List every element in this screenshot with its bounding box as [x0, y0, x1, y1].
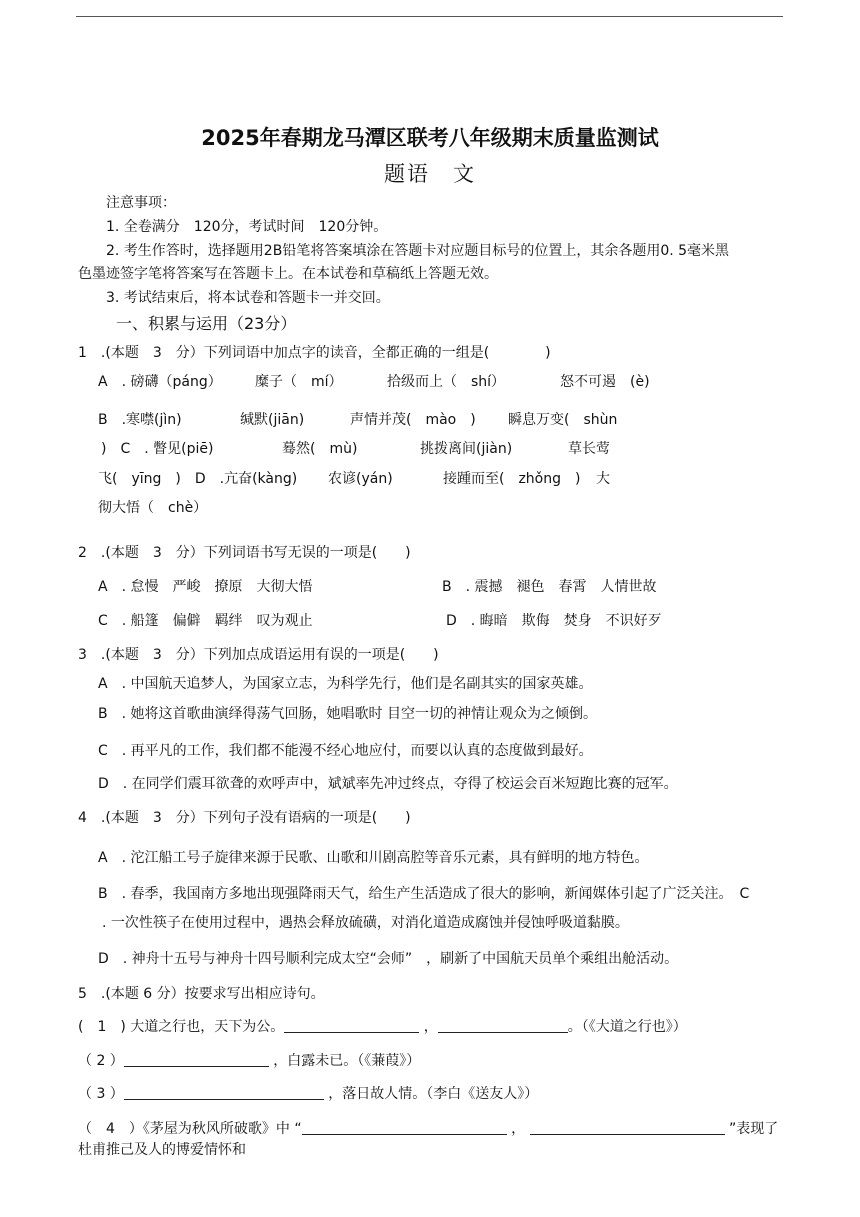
q5-line-4-end: ”表现了 [728, 1121, 779, 1137]
q1-a-3: 拾级而上（ shí） [387, 374, 506, 390]
notes-heading: 注意事项： [106, 195, 176, 211]
q2-option-c: C . 船篷 偏僻 羁绊 叹为观止 [98, 613, 313, 629]
q5-line-4-comma: ， [511, 1121, 526, 1137]
section-heading: 一、积累与运用（23分） [116, 314, 297, 333]
note-2-line-2: 色墨迹签字笔将答案写在答题卡上。在本试卷和草稿纸上答题无效。 [78, 266, 498, 282]
q1-a-2: 糜子（ mí） [255, 374, 343, 390]
q3-option-c: C . 再平凡的工作，我们都不能漫不经心地应付，而要以认真的态度做到最好。 [98, 743, 593, 759]
q4-stem: 4 .(本题 3 分）下列句子没有语病的一项是( ) [78, 810, 411, 826]
q5-blank-6[interactable] [530, 1120, 725, 1135]
exam-title: 2025年春期龙马潭区联考八年级期末质量监测试 [201, 126, 659, 150]
q1-stem: 1 .(本题 3 分）下列词语中加点字的读音，全都正确的一组是( ) [78, 345, 551, 361]
q2-option-b: B . 震撼 褪色 春霄 人情世故 [442, 579, 657, 595]
q4-option-d: D . 神舟十五号与神舟十四号顺利完成太空“会师” ，刷新了中国航天员单个乘组出舱活动。 [98, 951, 679, 967]
q1-b-2: 缄默(jiān) [240, 412, 305, 428]
q4-option-c: . 一次性筷子在使用过程中，遇热会释放硫磺，对消化道造成腐蚀并侵蚀呼吸道黏膜。 [102, 915, 629, 931]
q1-a-1: A . 磅礴（páng） [98, 374, 222, 390]
note-2-line-1: 2. 考生作答时，选择题用2B铅笔将答案填涂在答题卡对应题目标号的位置上，其余各题用0. 5毫米黑 [106, 243, 730, 259]
q3-option-d: D . 在同学们震耳欲聋的欢呼声中，斌斌率先冲过终点，夺得了校运会百米短跑比赛的冠军。 [98, 776, 678, 792]
q1-b-4: 瞬息万变( shùn [508, 412, 618, 428]
q1-a-4: 怒不可遏 (è) [560, 374, 650, 390]
q1-e: 彻大悟（ chè） [98, 500, 208, 516]
exam-subtitle: 题语 文 [384, 162, 476, 186]
q2-stem: 2 .(本题 3 分）下列词语书写无误的一项是( ) [78, 545, 411, 561]
q5-line-1-text: ( 1 ) 大道之行也，天下为公。 [78, 1019, 285, 1035]
note-3: 3. 考试结束后，将本试卷和答题卡一并交回。 [106, 290, 390, 306]
q5-line-4-text: （ 4 ）《茅屋为秋风所破歌》中 “ [78, 1121, 302, 1137]
q1-b-3: 声情并茂( mào ) [350, 412, 476, 428]
q3-stem: 3 .(本题 3 分）下列加点成语运用有误的一项是( ) [78, 647, 439, 663]
q1-d-4: 大 [596, 471, 610, 487]
q5-line-1-comma: ， [423, 1019, 438, 1035]
q5-line-4-continued: 杜甫推己及人的博爱情怀和 [78, 1142, 246, 1158]
q5-blank-2[interactable] [438, 1018, 568, 1033]
q5-line-3 [78, 1084, 538, 1104]
q1-c-3: 挑拨离间(jiàn) [420, 441, 513, 457]
q5-stem: 5 .(本题 6 分）按要求写出相应诗句。 [78, 986, 325, 1002]
q5-line-1 [78, 1017, 687, 1037]
q3-option-b: B . 她将这首歌曲演绎得荡气回肠，她唱歌时 目空一切的神情让观众为之倾倒。 [98, 706, 597, 722]
q1-c-1: ) C . 瞥见(piē) [101, 441, 214, 457]
q5-blank-1[interactable] [284, 1018, 419, 1033]
q3-option-a: A . 中国航天追梦人，为国家立志，为科学先行，他们是名副其实的国家英雄。 [98, 676, 593, 692]
q5-blank-5[interactable] [302, 1120, 507, 1135]
header-rule [76, 16, 783, 17]
q5-blank-3[interactable] [124, 1052, 269, 1067]
q5-line-3-text: ，落日故人情。（李白《送友人》） [328, 1086, 539, 1102]
q1-b-1: B .寒噤(jìn) [98, 412, 182, 428]
q1-d-3: 接踵而至( zhǒng ) [443, 471, 581, 487]
q5-line-2-label: （ 2 ） [78, 1053, 124, 1069]
q5-line-1-source: 。（《大道之行也》） [567, 1019, 687, 1035]
q1-d-2: 农谚(yán) [328, 471, 393, 487]
q5-line-2 [78, 1051, 420, 1071]
q5-line-3-label: （ 3 ） [78, 1086, 124, 1102]
note-1: 1. 全卷满分 120分，考试时间 120分钟。 [106, 219, 388, 235]
q1-c-4: 草长莺 [568, 441, 610, 457]
q2-option-a: A . 怠慢 严峻 撩原 大彻大悟 [98, 579, 313, 595]
q2-option-d: D . 晦暗 欺侮 焚身 不识好歹 [446, 613, 662, 629]
q5-blank-4[interactable] [124, 1085, 324, 1100]
q1-d-1: 飞( yīng ) D .亢奋(kàng) [98, 471, 298, 487]
q5-line-4 [78, 1119, 778, 1139]
q5-line-2-text: ，白露未已。（《蒹葭》） [273, 1053, 421, 1069]
q1-c-2: 蓦然( mù) [282, 441, 358, 457]
q4-option-b: B . 春季，我国南方多地出现强降雨天气，给生产生活造成了很大的影响，新闻媒体引起了广泛关注。 C [98, 886, 750, 902]
q4-option-a: A . 沱江船工号子旋律来源于民歌、山歌和川剧高腔等音乐元素，具有鲜明的地方特色。 [98, 850, 649, 866]
